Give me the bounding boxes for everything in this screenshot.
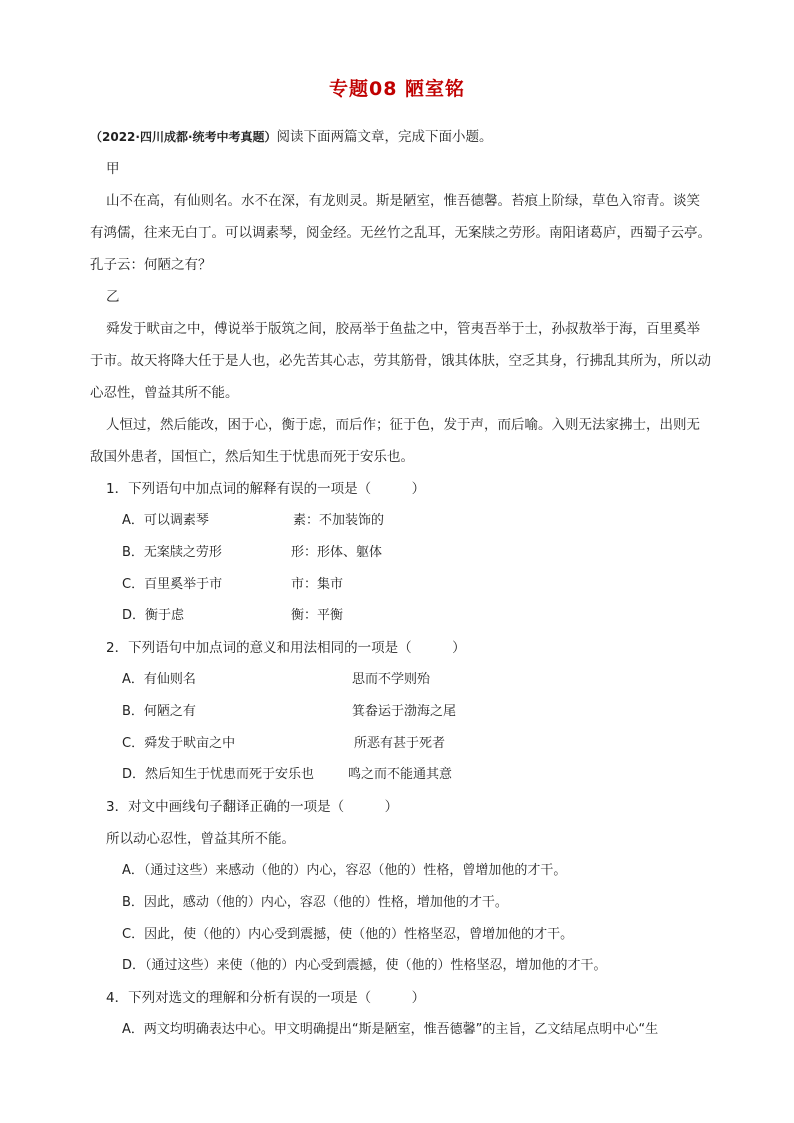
q2-option-a: A．有仙则名 bbox=[122, 672, 196, 687]
passage-jia-line: 孔子云：何陋之有？ bbox=[90, 257, 212, 273]
page-title: 专题08 陋室铭 bbox=[328, 78, 466, 100]
passage-jia-line: 山不在高，有仙则名。水不在深，有龙则灵。斯是陋室，惟吾德馨。苔痕上阶绿，草色入帘青。谈笑 bbox=[106, 193, 700, 209]
q2-option-b-compare: 箕畚运于渤海之尾 bbox=[352, 704, 457, 719]
q3-option-c: C．因此，使（他的）内心受到震撼，使（他的）性格坚忍，曾增加他的才干。 bbox=[122, 927, 574, 942]
question-3-stem: 3．对文中画线句子翻译正确的一项是（ ） bbox=[106, 799, 399, 815]
question-intro bbox=[90, 127, 493, 147]
q1-option-c-gloss: 市：集市 bbox=[291, 577, 344, 592]
q3-underlined-sentence: 所以动心忍性，曾益其所不能。 bbox=[106, 831, 295, 847]
question-4-stem: 4．下列对选文的理解和分析有误的一项是（ ） bbox=[106, 990, 426, 1006]
passage-yi-line: 敌国外患者，国恒亡，然后知生于忧患而死于安乐也。 bbox=[90, 449, 414, 465]
passage-jia-line: 有鸿儒，往来无白丁。可以调素琴，阅金经。无丝竹之乱耳，无案牍之劳形。南阳诸葛庐，西蜀子云亭。 bbox=[90, 225, 711, 241]
question-1-stem: 1．下列语句中加点词的解释有误的一项是（ ） bbox=[106, 481, 426, 497]
q3-option-b: B．因此，感动（他的）内心，容忍（他的）性格，增加他的才干。 bbox=[122, 895, 508, 910]
q2-option-a-compare: 思而不学则殆 bbox=[352, 672, 431, 687]
q2-option-d-compare: 鸣之而不能通其意 bbox=[348, 767, 453, 782]
q4-option-a: A．两文均明确表达中心。甲文明确提出“斯是陋室，惟吾德馨”的主旨，乙文结尾点明中心“生 bbox=[122, 1022, 659, 1037]
passage-yi-line: 舜发于畎亩之中，傅说举于版筑之间，胶鬲举于鱼盐之中，管夷吾举于士，孙叔敖举于海，百里奚举 bbox=[106, 321, 700, 337]
q2-option-c-compare: 所恶有甚于死者 bbox=[354, 736, 446, 751]
q1-option-a-gloss: 素：不加装饰的 bbox=[293, 513, 385, 528]
source-label: （2022·四川成都·统考中考真题） bbox=[90, 130, 277, 144]
passage-yi-label: 乙 bbox=[106, 289, 120, 305]
q1-option-d: D．衡于虑 bbox=[122, 608, 185, 623]
q1-option-b: B．无案牍之劳形 bbox=[122, 545, 222, 560]
question-2-stem: 2．下列语句中加点词的意义和用法相同的一项是（ ） bbox=[106, 640, 466, 656]
q2-option-c: C．舜发于畎亩之中 bbox=[122, 736, 236, 751]
q3-option-a: A．（通过这些）来感动（他的）内心，容忍（他的）性格，曾增加他的才干。 bbox=[122, 863, 567, 878]
passage-yi-line: 于市。故天将降大任于是人也，必先苦其心志，劳其筋骨，饿其体肤，空乏其身，行拂乱其所为，所以动 bbox=[90, 353, 711, 369]
passage-jia-label: 甲 bbox=[106, 161, 120, 177]
passage-yi-line: 人恒过，然后能改，困于心，衡于虑，而后作；征于色，发于声，而后喻。入则无法家拂士，出则无 bbox=[106, 417, 700, 433]
q1-option-c: C．百里奚举于市 bbox=[122, 577, 223, 592]
passage-yi-line: 心忍性，曾益其所不能。 bbox=[90, 385, 239, 401]
q1-option-a: A．可以调素琴 bbox=[122, 513, 209, 528]
q3-option-d: D．（通过这些）来使（他的）内心受到震撼，使（他的）性格坚忍，增加他的才干。 bbox=[122, 958, 607, 973]
q2-option-b: B．何陋之有 bbox=[122, 704, 196, 719]
q1-option-d-gloss: 衡：平衡 bbox=[291, 608, 344, 623]
q1-option-b-gloss: 形：形体、躯体 bbox=[291, 545, 383, 560]
q2-option-d: D．然后知生于忧患而死于安乐也 bbox=[122, 767, 315, 782]
intro-text: 阅读下面两篇文章，完成下面小题。 bbox=[276, 129, 493, 145]
